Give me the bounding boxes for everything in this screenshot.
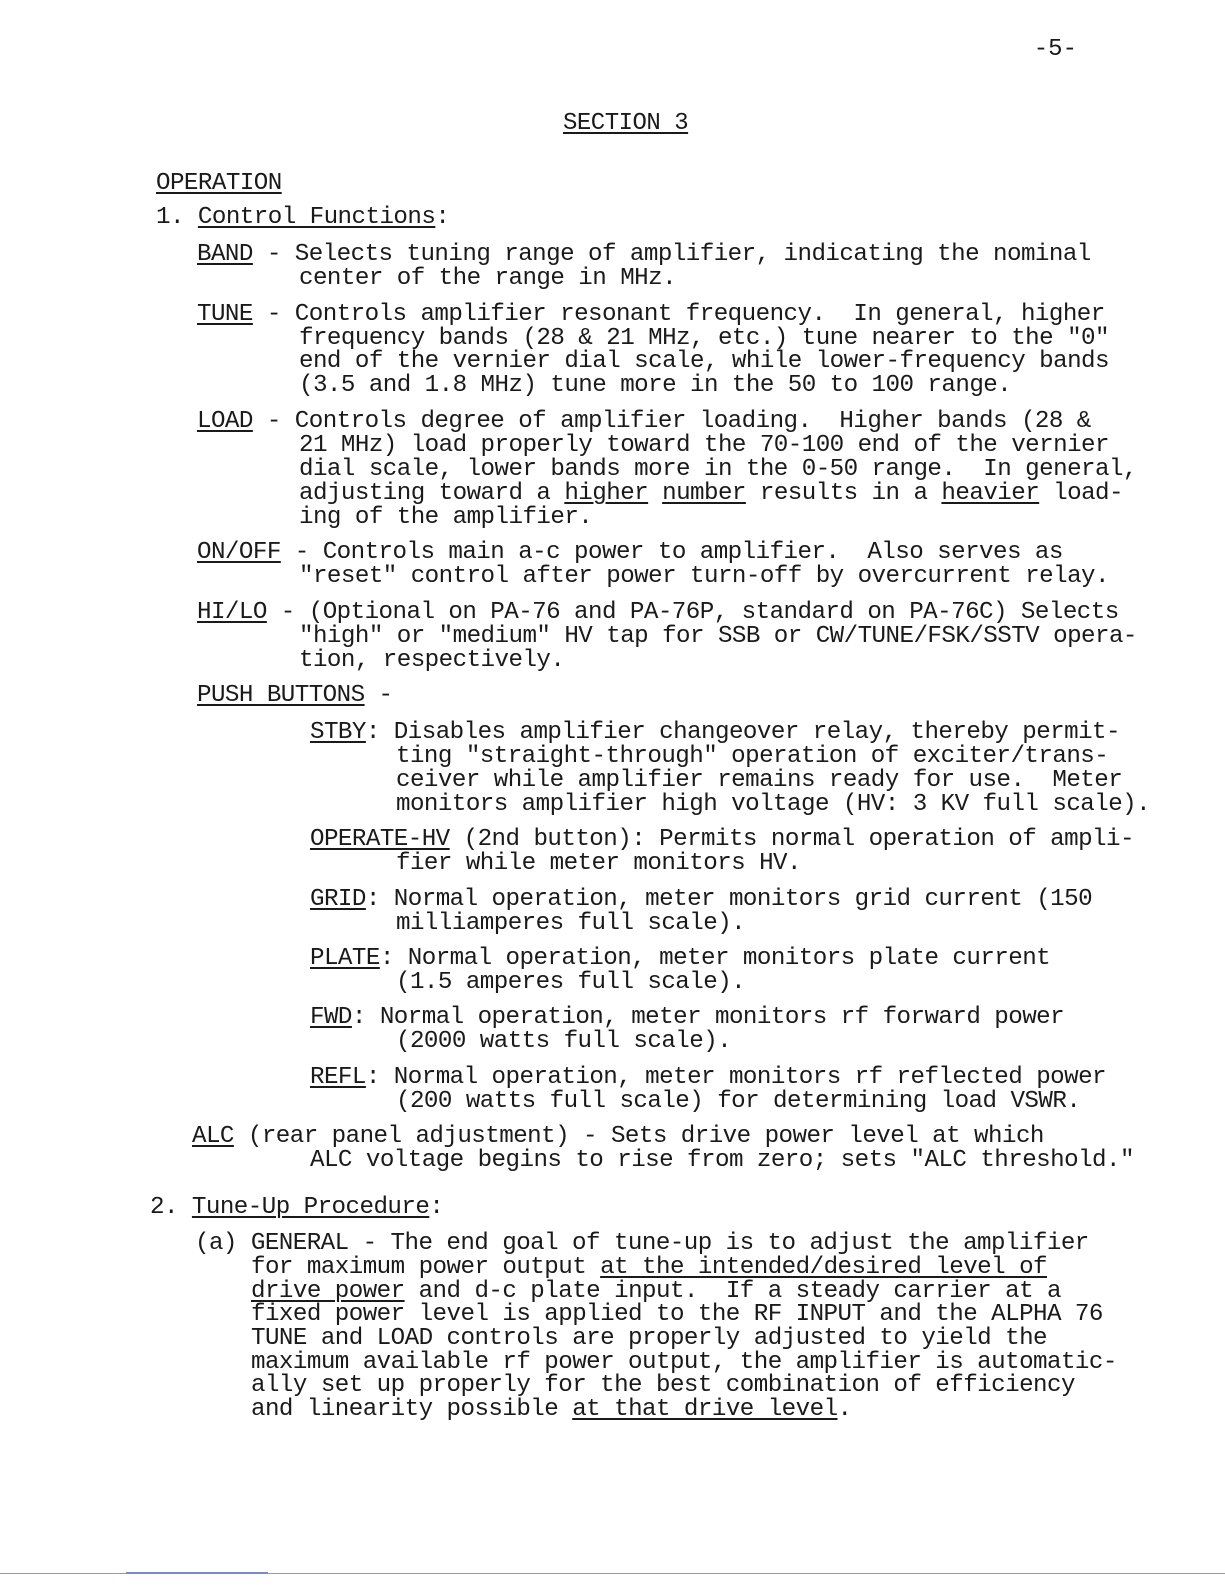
onoff-entry-line-2: "reset" control after power turn-off by overcurrent relay. <box>299 563 1109 590</box>
tune-entry-line-2: frequency bands (28 & 21 MHz, etc.) tune nearer to the "0" <box>299 325 1109 352</box>
operation-heading: OPERATION <box>156 170 282 197</box>
load-entry-line-5: ing of the amplifier. <box>299 504 593 531</box>
tune-label: TUNE <box>197 301 253 328</box>
load-entry-line-4: adjusting toward a higher number results in a heavier load- <box>299 480 1123 507</box>
load-entry-line-1: LOAD - Controls degree of amplifier loading. Higher bands (28 & <box>197 408 1091 435</box>
operate-hv-label: OPERATE-HV <box>310 826 450 853</box>
grid-entry-line-1: GRID: Normal operation, meter monitors grid current (150 <box>310 886 1093 913</box>
alc-entry-line-2: ALC voltage begins to rise from zero; sets "ALC threshold." <box>310 1147 1134 1174</box>
tune-entry-line-4: (3.5 and 1.8 MHz) tune more in the 50 to 100 range. <box>299 372 1012 399</box>
alc-label: ALC <box>192 1123 234 1150</box>
general-line-4: fixed power level is applied to the RF INPUT and the ALPHA 76 <box>251 1301 1103 1328</box>
stby-entry-line-3: ceiver while amplifier remains ready for use. Meter <box>396 767 1123 794</box>
band-entry-line-1: BAND - Selects tuning range of amplifier, indicating the nominal <box>197 241 1091 268</box>
hilo-entry-line-3: tion, respectively. <box>299 647 565 674</box>
stby-entry-line-4: monitors amplifier high voltage (HV: 3 KV full scale). <box>396 791 1151 818</box>
onoff-label: ON/OFF <box>197 539 281 566</box>
plate-entry-line-2: (1.5 amperes full scale). <box>396 969 746 996</box>
refl-entry-line-1: REFL: Normal operation, meter monitors rf reflected power <box>310 1064 1107 1091</box>
general-line-3: drive power and d-c plate input. If a steady carrier at a <box>251 1278 1061 1305</box>
bottom-blue-mark <box>126 1572 268 1574</box>
section-1-heading: 1. Control Functions: <box>156 204 450 231</box>
alc-entry-line-1: ALC (rear panel adjustment) - Sets drive power level at which <box>192 1123 1044 1150</box>
load-entry-line-3: dial scale, lower bands more in the 0-50 range. In general, <box>299 456 1137 483</box>
load-label: LOAD <box>197 408 253 435</box>
fwd-entry-line-2: (2000 watts full scale). <box>396 1028 732 1055</box>
general-line-6: maximum available rf power output, the amplifier is automatic- <box>251 1349 1117 1376</box>
grid-label: GRID <box>310 886 366 913</box>
operate-hv-entry-line-1: OPERATE-HV (2nd button): Permits normal operation of ampli- <box>310 826 1134 853</box>
stby-label: STBY <box>310 719 366 746</box>
stby-entry-line-2: ting "straight-through" operation of exciter/trans- <box>396 743 1109 770</box>
general-line-8: and linearity possible at that drive level. <box>251 1396 852 1423</box>
band-entry-line-2: center of the range in MHz. <box>299 265 677 292</box>
hilo-label: HI/LO <box>197 599 267 626</box>
tune-entry-line-1: TUNE - Controls amplifier resonant frequency. In general, higher <box>197 301 1105 328</box>
stby-entry-line-1: STBY: Disables amplifier changeover relay, thereby permit- <box>310 719 1120 746</box>
operate-hv-entry-line-2: fier while meter monitors HV. <box>396 850 801 877</box>
page-number: -5- <box>1033 36 1077 63</box>
grid-entry-line-2: milliamperes full scale). <box>396 910 746 937</box>
plate-entry-line-1: PLATE: Normal operation, meter monitors plate current <box>310 945 1051 972</box>
refl-entry-line-2: (200 watts full scale) for determining load VSWR. <box>396 1088 1081 1115</box>
onoff-entry-line-1: ON/OFF - Controls main a-c power to amplifier. Also serves as <box>197 539 1063 566</box>
general-line-1: (a) GENERAL - The end goal of tune-up is to adjust the amplifier <box>195 1230 1089 1257</box>
refl-label: REFL <box>310 1064 366 1091</box>
tune-entry-line-3: end of the vernier dial scale, while lower-frequency bands <box>299 348 1109 375</box>
general-line-5: TUNE and LOAD controls are properly adjusted to yield the <box>251 1325 1047 1352</box>
hilo-entry-line-2: "high" or "medium" HV tap for SSB or CW/TUNE/FSK/SSTV opera- <box>299 623 1137 650</box>
push-buttons-heading: PUSH BUTTONS - <box>197 682 393 709</box>
section-2-heading: 2. Tune-Up Procedure: <box>150 1194 444 1221</box>
general-line-7: ally set up properly for the best combination of efficiency <box>251 1372 1075 1399</box>
fwd-label: FWD <box>310 1004 352 1031</box>
plate-label: PLATE <box>310 945 380 972</box>
hilo-entry-line-1: HI/LO - (Optional on PA-76 and PA-76P, standard on PA-76C) Selects <box>197 599 1119 626</box>
section-title: SECTION 3 <box>563 110 689 137</box>
band-label: BAND <box>197 241 253 268</box>
fwd-entry-line-1: FWD: Normal operation, meter monitors rf forward power <box>310 1004 1065 1031</box>
load-entry-line-2: 21 MHz) load properly toward the 70-100 end of the vernier <box>299 432 1109 459</box>
general-line-2: for maximum power output at the intended/desired level of <box>251 1254 1048 1281</box>
